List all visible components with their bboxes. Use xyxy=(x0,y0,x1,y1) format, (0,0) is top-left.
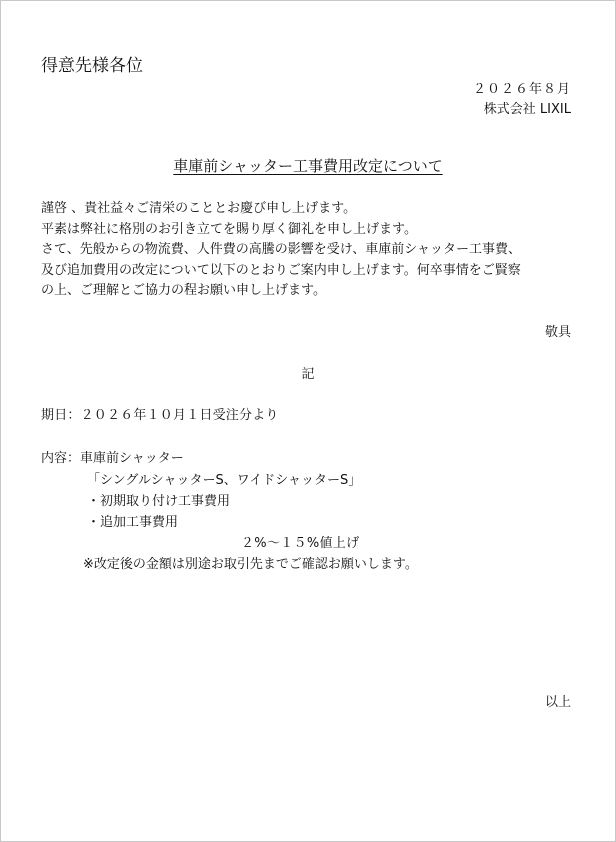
content-item: ・追加工事費用 xyxy=(87,515,179,530)
body-line: さて、先般からの物流費、人件費の高騰の影響を受け、車庫前シャッター工事費、 xyxy=(41,242,521,257)
greeting: 得意先様各位 xyxy=(41,56,143,76)
price-increase-rate: ２%～１５%値上げ xyxy=(241,536,360,551)
body-line: 平素は弊社に格別のお引き立てを賜り厚く御礼を申し上げます。 xyxy=(41,221,417,237)
date: ２０２６年８月 xyxy=(472,82,571,97)
company-name: 株式会社 LIXIL xyxy=(483,102,571,117)
effective-date: 期日：２０２６年１０月１日受注分より xyxy=(41,408,279,423)
ki-heading: 記 xyxy=(301,367,315,382)
note: ※改定後の金額は別途お取引先までご確認お願いします。 xyxy=(83,557,418,572)
body-line: の上、ご理解とご協力の程お願い申し上げます。 xyxy=(41,283,326,298)
body-line: 謹啓 、貴社益々ご清栄のこととお慶び申し上げます。 xyxy=(41,201,357,216)
content-item: 「シングルシャッターS、ワイドシャッターS」 xyxy=(87,473,362,488)
document-title: 車庫前シャッター工事費用改定について xyxy=(173,157,443,175)
content-item: ・初期取り付け工事費用 xyxy=(87,494,231,509)
closing-ijo: 以上 xyxy=(544,695,571,710)
closing-keigu: 敬具 xyxy=(544,325,571,340)
body-line: 及び追加費用の改定について以下のとおりご案内申し上げます。何卒事情をご賢察 xyxy=(41,262,521,278)
body-text xyxy=(41,199,581,302)
content-label: 内容：車庫前シャッター xyxy=(41,451,184,466)
